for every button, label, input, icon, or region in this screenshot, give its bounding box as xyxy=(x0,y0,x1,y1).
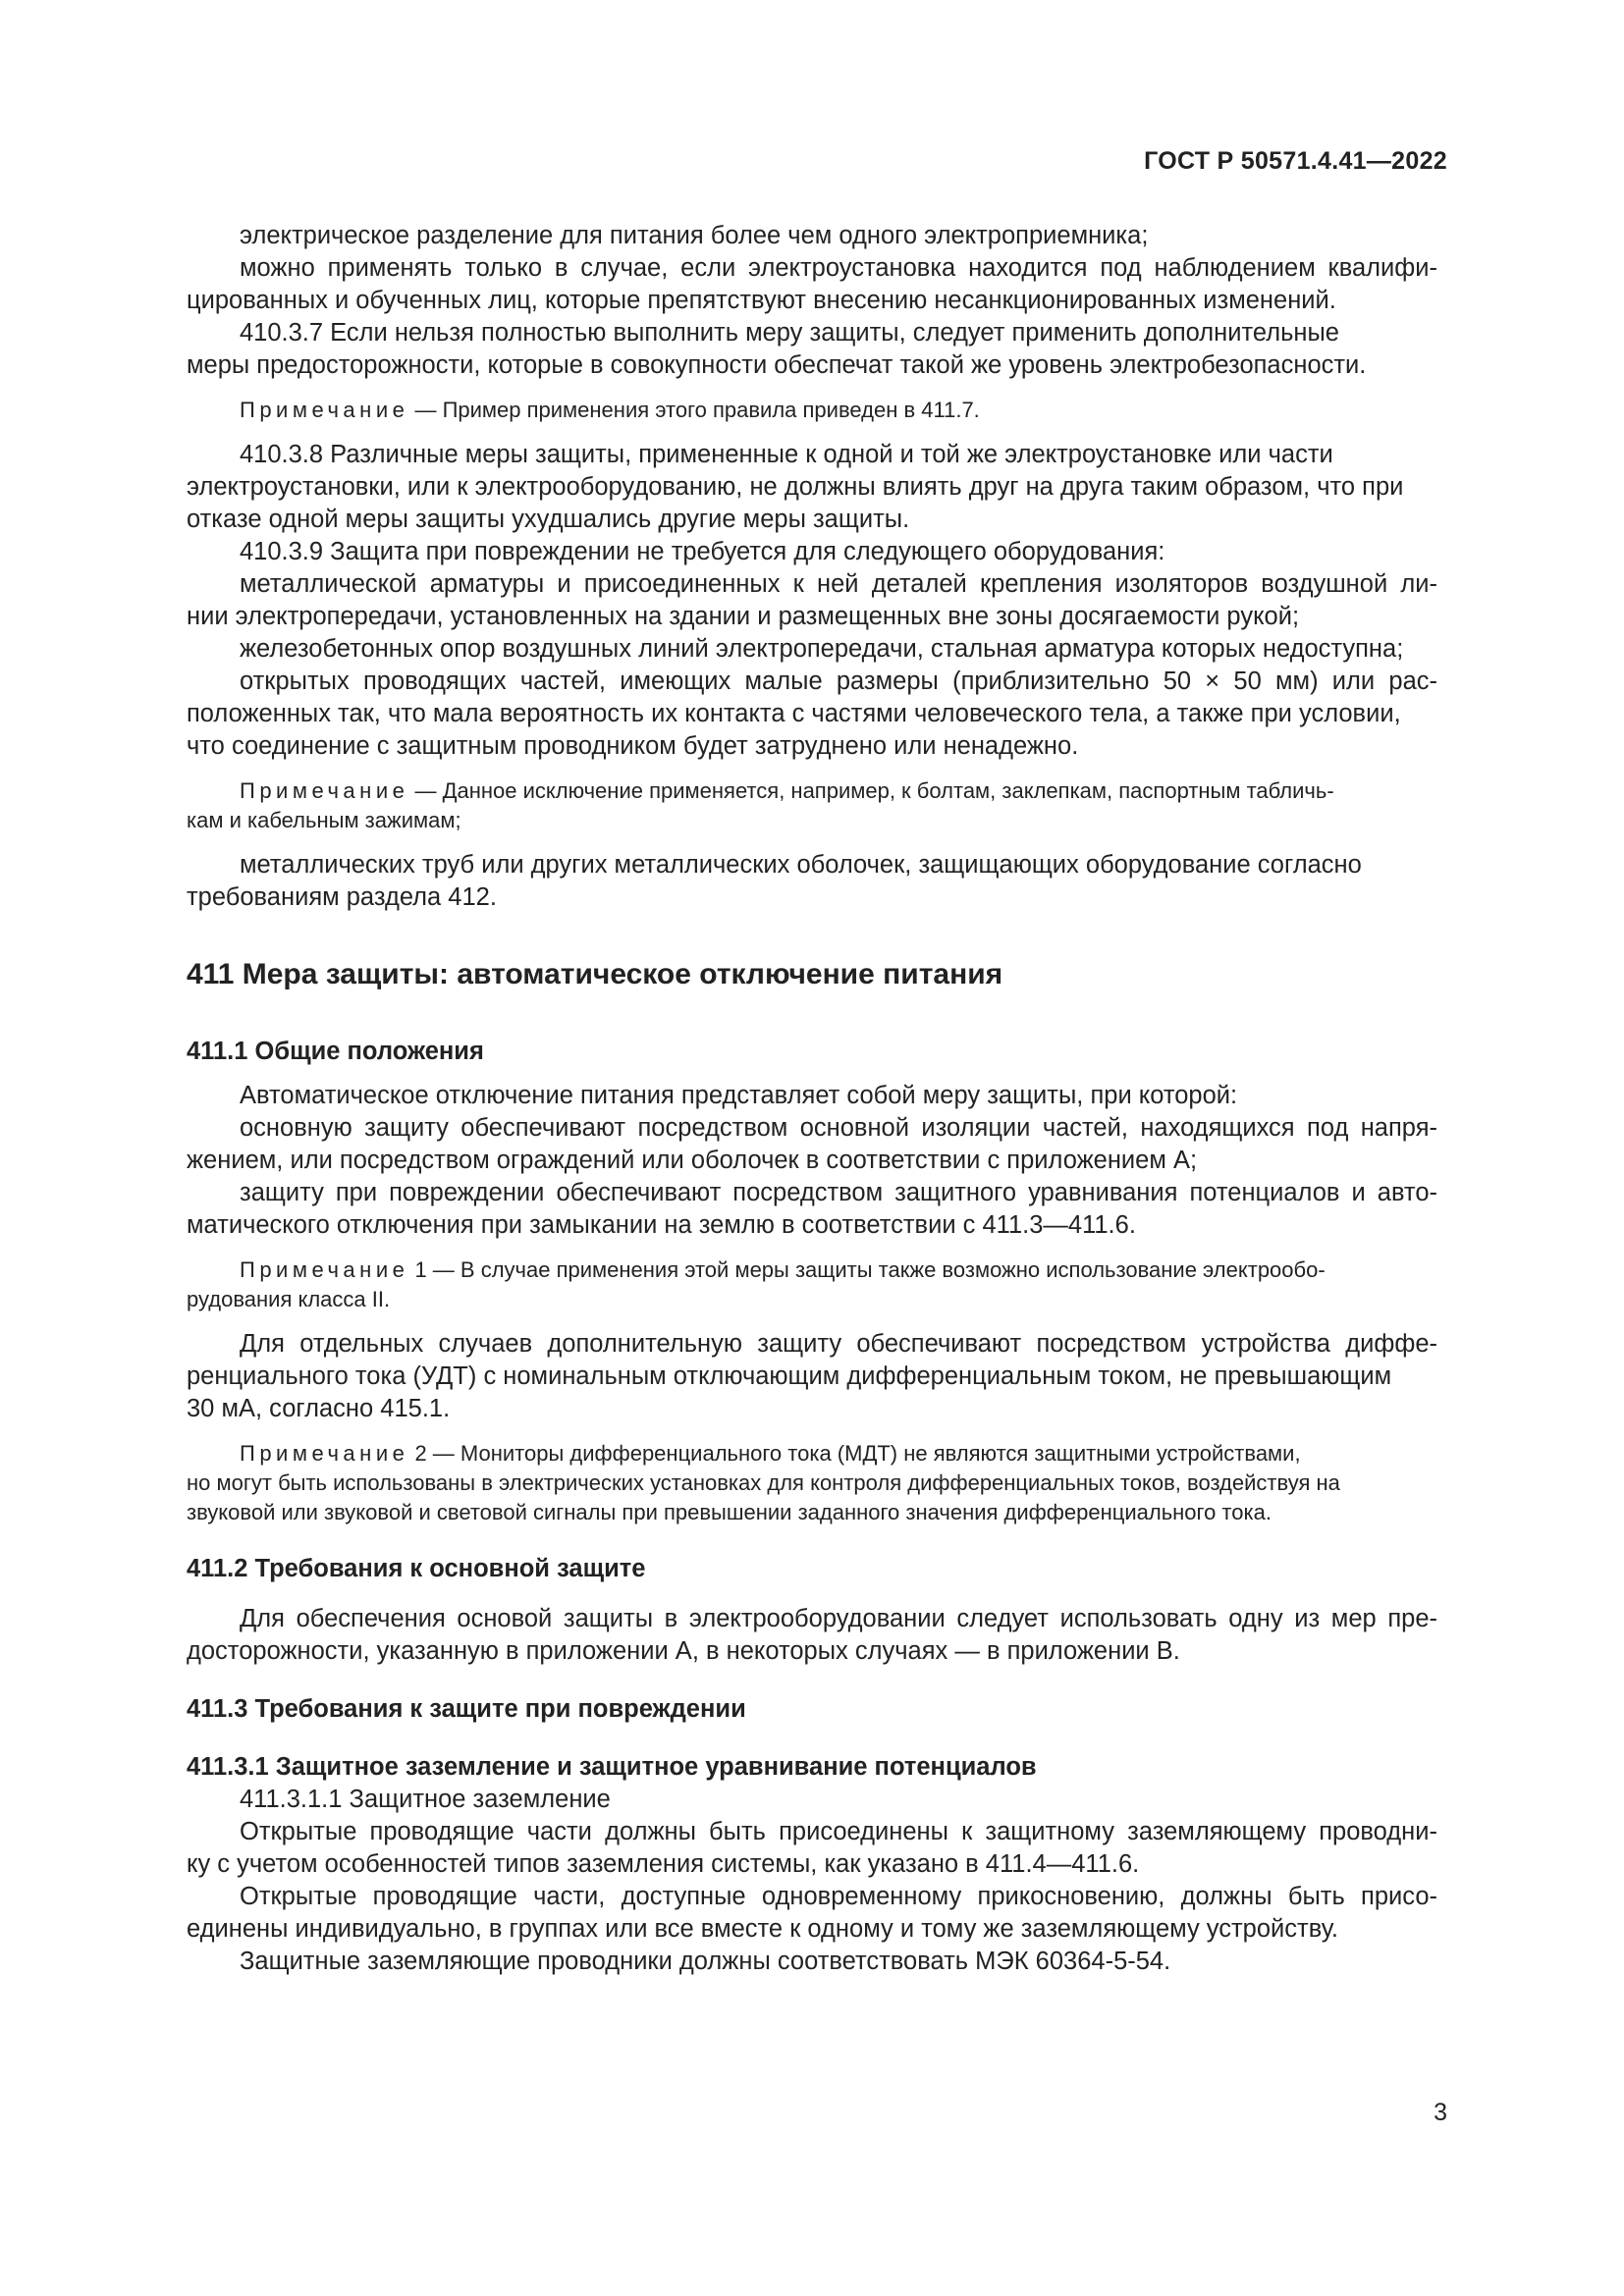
subsection-heading-411-2: 411.2 Требования к основной защите xyxy=(187,1555,646,1582)
text-line: 410.3.8 Различные меры защиты, примененные к одной и той же электроустановке или части xyxy=(240,441,1333,468)
text-line: матического отключения при замыкании на землю в соответствии с 411.3—411.6. xyxy=(187,1211,1136,1239)
note-4 xyxy=(187,1439,1437,1527)
note-line: кам и кабельным зажимам; xyxy=(187,808,461,832)
text-line: единены индивидуально, в группах или все вместе к одному и тому же заземляющему устройству. xyxy=(187,1915,1338,1943)
text-line: отказе одной меры защиты ухудшались другие меры защиты. xyxy=(187,506,910,533)
text-line: 30 мА, согласно 415.1. xyxy=(187,1395,451,1422)
text-line: можно применять только в случае, если электроустановка находится под наблюдением квалифи- xyxy=(240,254,1437,282)
text-line: что соединение с защитным проводником будет затруднено или ненадежно. xyxy=(187,732,1079,760)
text-line: меры предосторожности, которые в совокупности обеспечат такой же уровень электробезопасности. xyxy=(187,351,1367,379)
page-content xyxy=(187,220,1437,1978)
text-line: металлических труб или других металлических оболочек, защищающих оборудование согласно xyxy=(240,851,1362,879)
text-line: ренциального тока (УДТ) с номинальным отключающим дифференциальным током, не превышающим xyxy=(187,1362,1392,1390)
paragraph-metal-pipes xyxy=(187,849,1437,914)
subsection-heading-411-3: 411.3 Требования к защите при повреждении xyxy=(187,1695,746,1723)
text-line: защиту при повреждении обеспечивают посредством защитного уравнивания потенциалов и авто- xyxy=(240,1179,1437,1206)
note-2 xyxy=(187,776,1437,835)
note-line: но могут быть использованы в электрических установках для контроля дифференциальных токов, воздействуя на xyxy=(187,1470,1340,1495)
text-line: открытых проводящих частей, имеющих малые размеры (приблизительно 50 × 50 мм) или рас- xyxy=(240,667,1437,695)
text-line: Открытые проводящие части, доступные одновременному прикосновению, должны быть присо- xyxy=(240,1883,1437,1910)
subsection-heading-411-3-1: 411.3.1 Защитное заземление и защитное уравнивание потенциалов xyxy=(187,1753,1037,1781)
note-line: звуковой или звуковой и световой сигналы при превышении заданного значения дифференциального тока. xyxy=(187,1500,1272,1524)
text-line: металлической арматуры и присоединенных к ней деталей крепления изоляторов воздушной ли- xyxy=(240,570,1437,598)
section-heading-411: 411 Мера защиты: автоматическое отключение питания xyxy=(187,958,1003,990)
text-line: 410.3.7 Если нельзя полностью выполнить меру защиты, следует применить дополнительные xyxy=(240,319,1339,347)
paragraph-411-2 xyxy=(187,1603,1437,1668)
paragraph-additional-protection xyxy=(187,1328,1437,1425)
text-line: цированных и обученных лиц, которые препятствуют внесению несанкционированных изменений. xyxy=(187,287,1336,314)
note-label: Примечание xyxy=(240,398,409,422)
text-line: ку с учетом особенностей типов заземления системы, как указано в 411.4—411.6. xyxy=(187,1850,1140,1878)
subsection-heading-411-1: 411.1 Общие положения xyxy=(187,1038,484,1065)
note-3 xyxy=(187,1255,1437,1314)
note-label: Примечание xyxy=(240,1257,409,1282)
note-line: рудования класса II. xyxy=(187,1287,391,1311)
note-line: Примечание — Данное исключение применяется, например, к болтам, заклепкам, паспортным табличь- xyxy=(240,778,1334,803)
text-line: досторожности, указанную в приложении А, в некоторых случаях — в приложении В. xyxy=(187,1637,1180,1665)
text-line: Открытые проводящие части должны быть присоединены к защитному заземляющему проводни- xyxy=(240,1818,1437,1845)
note-1 xyxy=(187,396,1437,425)
page-number: 3 xyxy=(1434,2099,1447,2126)
text-line: положенных так, что мала вероятность их контакта с частями человеческого тела, а также при условии, xyxy=(187,700,1401,727)
text-line: железобетонных опор воздушных линий электропередачи, стальная арматура которых недоступна; xyxy=(240,635,1404,663)
text-line: 410.3.9 Защита при повреждении не требуется для следующего оборудования: xyxy=(240,538,1165,565)
text-line: электроустановки, или к электрооборудованию, не должны влиять друг на друга таким образом, что при xyxy=(187,473,1404,501)
text-line: жением, или посредством ограждений или оболочек в соответствии с приложением А; xyxy=(187,1147,1198,1174)
text-line: 411.3.1.1 Защитное заземление xyxy=(240,1786,611,1813)
text-line: Для отдельных случаев дополнительную защиту обеспечивают посредством устройства диффе- xyxy=(240,1330,1437,1358)
note-line: Примечание 1 — В случае применения этой меры защиты также возможно использование электрообо- xyxy=(240,1257,1326,1282)
note-label: Примечание xyxy=(240,778,409,803)
paragraph-group-410-3-6-to-7 xyxy=(187,220,1437,382)
text-line: нии электропередачи, установленных на здании и размещенных вне зоны досягаемости рукой; xyxy=(187,603,1300,630)
text-line: Для обеспечения основой защиты в электрооборудовании следует использовать одну из мер пре- xyxy=(240,1605,1437,1632)
note-label: Примечание xyxy=(240,1441,409,1466)
paragraph-group-410-3-8-to-9 xyxy=(187,439,1437,763)
paragraph-group-411-1 xyxy=(187,1080,1437,1242)
text-line: электрическое разделение для питания более чем одного электроприемника; xyxy=(240,222,1149,249)
text-line: Автоматическое отключение питания представляет собой меру защиты, при которой: xyxy=(240,1082,1238,1109)
text-line: требованиям раздела 412. xyxy=(187,883,497,911)
document-id-header: ГОСТ Р 50571.4.41—2022 xyxy=(1144,147,1447,175)
paragraph-group-411-3-1-1 xyxy=(187,1784,1437,1978)
text-line: основную защиту обеспечивают посредством основной изоляции частей, находящихся под напря- xyxy=(240,1114,1437,1142)
note-line: Примечание 2 — Мониторы дифференциального тока (МДТ) не являются защитными устройствами, xyxy=(240,1441,1301,1466)
note-text: — Пример применения этого правила приведен в 411.7. xyxy=(408,398,980,422)
text-line: Защитные заземляющие проводники должны соответствовать МЭК 60364-5-54. xyxy=(240,1948,1171,1975)
